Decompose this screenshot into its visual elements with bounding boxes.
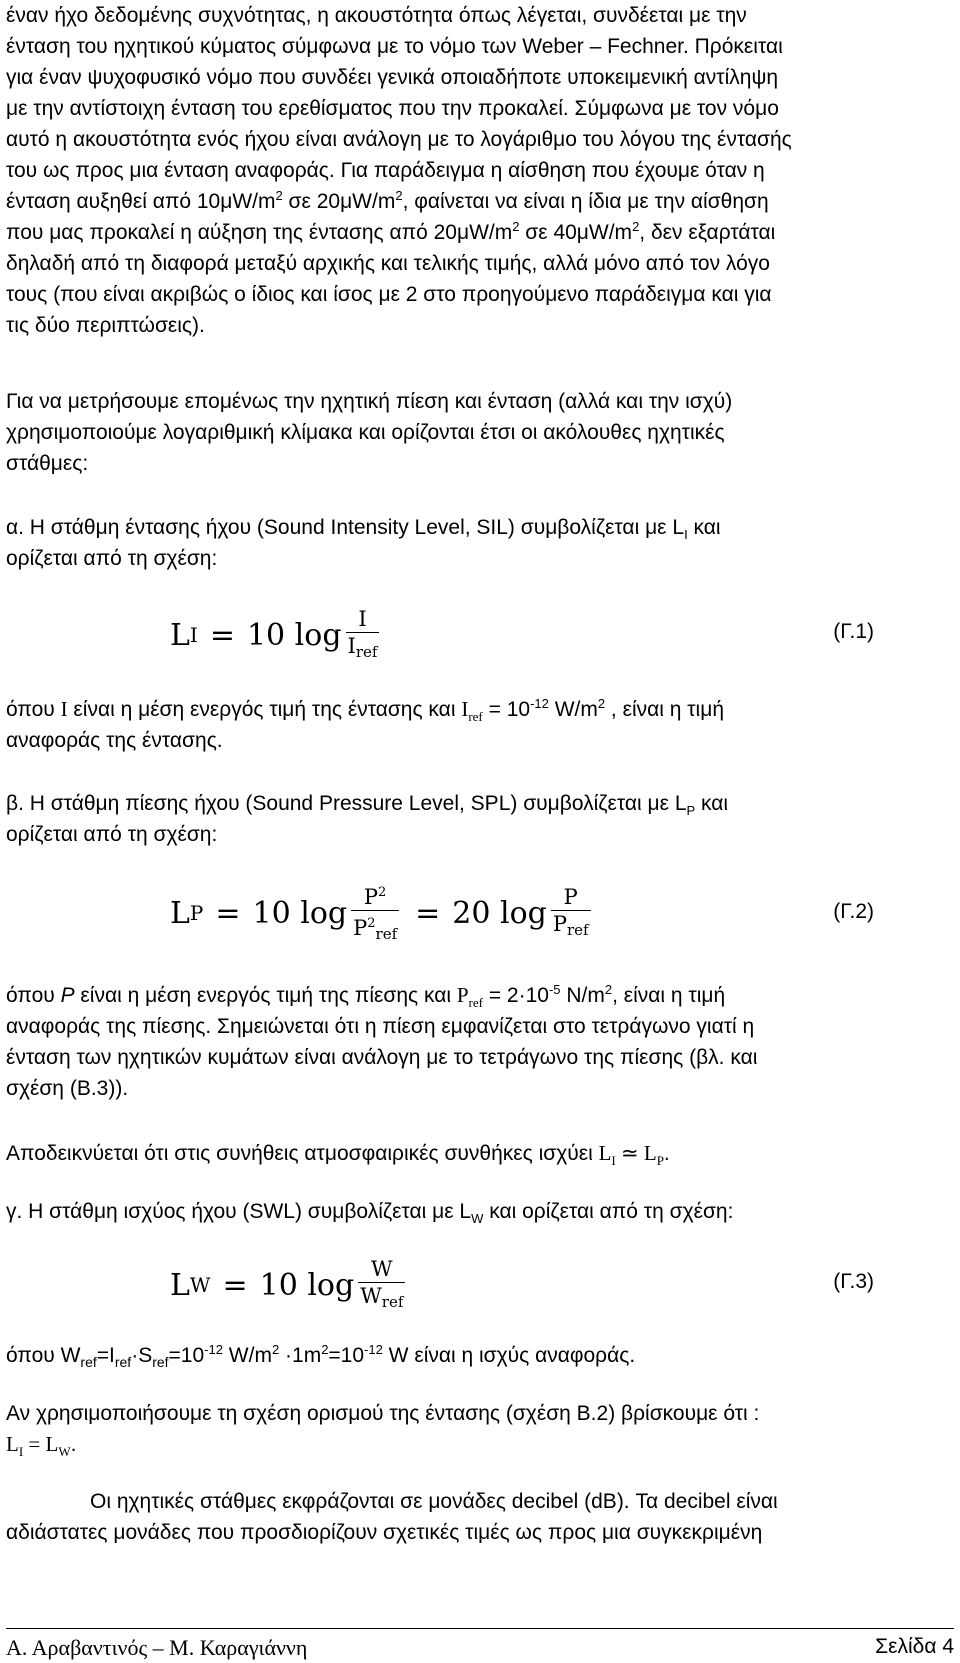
superscript: 2: [395, 188, 403, 203]
text-fragment: .: [70, 1433, 77, 1456]
text-fragment: και: [695, 792, 729, 815]
text-fragment: , φαίνεται να είναι η ίδια με την αίσθηση: [402, 190, 769, 213]
symbol: L: [643, 1141, 657, 1165]
text-fragment: , είναι η τιμή: [605, 698, 725, 721]
subscript: ref: [468, 995, 483, 1011]
text-fragment: ένταση αυξηθεί από 10μW/m: [6, 190, 276, 213]
subscript: I: [189, 623, 198, 647]
text-fragment: , είναι η τιμή: [612, 984, 726, 1007]
subscript: ref: [375, 924, 398, 943]
superscript: 2: [321, 1342, 329, 1357]
denominator: [351, 910, 399, 947]
text-line: ορίζεται από τη σχέση:: [6, 547, 218, 570]
text-fragment: σε 20μW/m: [282, 190, 396, 213]
text-line: Για να μετρήσουμε επομένως την ηχητική πίεση και ένταση (αλλά και την ισχύ): [6, 390, 733, 413]
superscript: 2: [271, 1342, 280, 1357]
numerator: P: [563, 884, 578, 909]
subscript: ref: [355, 642, 378, 661]
symbol: L: [598, 1141, 612, 1165]
exponent: 2: [378, 884, 387, 900]
text-fragment: W/m: [222, 1344, 272, 1367]
subscript: ref: [152, 1354, 169, 1371]
text-fragment: ·S: [131, 1344, 153, 1367]
text-line: στάθμες:: [6, 452, 89, 475]
denominator: [358, 1282, 405, 1315]
subscript: W: [189, 1273, 211, 1297]
equation-sil: [170, 600, 383, 670]
text-fragment: είναι η μέση ενεργός τιμή της πίεσης και: [74, 984, 457, 1007]
subscript: ref: [80, 1354, 97, 1371]
coefficient: 10 log: [252, 895, 348, 931]
symbol: I: [461, 697, 469, 721]
text-line: αδιάστατες μονάδες που προσδιορίζουν σχετικές τιμές ως προς μια συγκεκριμένη: [6, 1521, 763, 1544]
paragraph-sil: [6, 512, 954, 574]
numerator: W: [371, 1256, 393, 1281]
symbol: L: [170, 895, 190, 931]
paragraph-log-scale: [6, 386, 954, 479]
superscript: -12: [204, 1342, 223, 1357]
equation-spl: [170, 878, 595, 948]
paragraph-decibel: [6, 1486, 954, 1548]
text-line: τις δύο περιπτώσεις).: [6, 314, 205, 337]
text-fragment: β. Η στάθμη πίεσης ήχου (Sound Pressure Level, SPL) συμβολίζεται με L: [6, 792, 687, 815]
text-line: ένταση των ηχητικών κυμάτων είναι ανάλογη με το τετράγωνο της πίεσης (βλ. και: [6, 1046, 758, 1069]
coefficient: 10 log: [246, 617, 342, 653]
superscript: -12: [364, 1342, 383, 1357]
paragraph-li-approx-lp: [6, 1138, 954, 1169]
superscript: 2: [597, 696, 606, 711]
subscript: P: [189, 901, 204, 925]
superscript: -12: [530, 696, 549, 711]
symbol: P: [353, 915, 368, 940]
superscript: 2: [512, 219, 520, 234]
numerator: I: [358, 606, 367, 631]
paragraph-iref: [6, 694, 954, 756]
text-fragment: = 2·10: [482, 984, 549, 1007]
text-fragment: =10: [168, 1344, 205, 1367]
subscript: I: [684, 527, 688, 543]
subscript: ref: [381, 1292, 404, 1311]
symbol: P: [456, 983, 469, 1007]
numerator: [362, 880, 388, 910]
paragraph-li-equals-lw: [6, 1398, 954, 1460]
equals-sign: =: [23, 1432, 46, 1456]
symbol: P: [60, 984, 75, 1007]
text-fragment: , δεν εξαρτάται: [639, 221, 776, 244]
text-line: αναφοράς της πίεσης. Σημειώνεται ότι η πίεση εμφανίζεται στο τετράγωνο γιατί η: [6, 1015, 755, 1038]
subscript: ref: [567, 920, 589, 939]
text-line: του ως προς μια ένταση αναφοράς. Για παράδειγμα η αίσθηση που έχουμε όταν η: [6, 159, 765, 182]
text-line: Αν χρησιμοποιήσουμε τη σχέση ορισμού της έντασης (σχέση Β.2) βρίσκουμε ότι :: [6, 1402, 760, 1425]
subscript: W: [471, 1211, 484, 1227]
subscript: ref: [468, 709, 483, 725]
text-line: δηλαδή από τη διαφορά μεταξύ αρχικής και τελικής τιμής, αλλά μόνο από τον λόγο: [6, 252, 770, 275]
superscript: -5: [548, 982, 561, 997]
subscript: I: [18, 1444, 24, 1460]
symbol: L: [170, 1267, 190, 1303]
subscript: P: [656, 1153, 664, 1169]
text-fragment: = 10: [482, 698, 531, 721]
page-number: Σελίδα 4: [875, 1635, 954, 1658]
text-fragment: Αποδεικνύεται ότι στις συνήθεις ατμοσφαιρικές συνθήκες ισχύει: [6, 1142, 599, 1165]
symbol: P: [363, 884, 379, 909]
equals-sign: =: [415, 895, 441, 931]
paragraph-wref: [6, 1340, 954, 1371]
text-line: με την αντίστοιχη ένταση του ερεθίσματος που την προκαλεί. Σύμφωνα με τον νόμο: [6, 97, 779, 120]
approx-sign: ≃: [615, 1141, 644, 1165]
text-line: ορίζεται από τη σχέση:: [6, 823, 218, 846]
equals-sign: =: [222, 1267, 248, 1303]
text-line: Οι ηχητικές στάθμες εκφράζονται σε μονάδες decibel (dB). Τα decibel είναι: [90, 1490, 778, 1513]
text-line: χρησιμοποιούμε λογαριθμική κλίμακα και ορίζονται έτσι οι ακόλουθες ηχητικές: [6, 421, 725, 444]
text-line: έναν ήχο δεδομένης συχνότητας, η ακουστότητα όπως λέγεται, συνδέεται με την: [6, 4, 747, 27]
text-fragment: =I: [96, 1344, 115, 1367]
symbol: P: [552, 911, 567, 936]
paragraph-weber-fechner: [6, 0, 954, 341]
fraction: [551, 884, 591, 943]
symbol: I: [60, 697, 68, 721]
text-fragment: W/m: [548, 698, 598, 721]
superscript: 2: [275, 188, 283, 203]
text-fragment: ·1m: [279, 1344, 322, 1367]
equation-number: (Γ.2): [833, 900, 874, 923]
subscript: I: [611, 1153, 616, 1169]
text-line: αυτό η ακουστότητα ενός ήχου είναι ανάλογη με το λογάριθμο του λόγου της έντασής: [6, 128, 792, 151]
text-fragment: είναι η μέση ενεργός τιμή της έντασης και: [67, 698, 462, 721]
text-line: σχέση (Β.3)).: [6, 1077, 129, 1100]
symbol: L: [170, 617, 190, 653]
denominator: [346, 632, 380, 665]
text-line: τους (που είναι ακριβώς ο ίδιος και ίσος με 2 στο προηγούμενο παράδειγμα και για: [6, 283, 772, 306]
exponent: 2: [367, 915, 376, 931]
symbol: I: [347, 633, 356, 658]
footer-authors: Α. Αραβαντινός – Μ. Καραγιάννη: [6, 1635, 308, 1660]
coefficient: 20 log: [452, 895, 547, 931]
text-fragment: α. Η στάθμη έντασης ήχου (Sound Intensity Level, SIL) συμβολίζεται με L: [6, 516, 685, 539]
denominator: [551, 910, 591, 943]
text-fragment: .: [663, 1142, 670, 1165]
equation-number: (Γ.1): [833, 620, 874, 643]
text-fragment: N/m: [560, 984, 605, 1007]
symbol: W: [360, 1283, 382, 1308]
text-fragment: σε 40μW/m: [519, 221, 633, 244]
fraction: [358, 1256, 405, 1315]
text-fragment: =10: [328, 1344, 365, 1367]
fraction: [346, 606, 380, 665]
text-fragment: όπου: [6, 698, 61, 721]
symbol: L: [45, 1432, 59, 1456]
equals-sign: =: [215, 895, 241, 931]
text-fragment: και: [687, 516, 721, 539]
paragraph-pref: [6, 980, 954, 1104]
text-fragment: όπου W: [6, 1344, 81, 1367]
subscript: P: [686, 803, 696, 819]
text-fragment: όπου: [6, 984, 61, 1007]
fraction: [351, 880, 399, 947]
subscript: W: [58, 1444, 71, 1460]
text-fragment: και ορίζεται από τη σχέση:: [483, 1200, 734, 1223]
text-fragment: W είναι η ισχύς αναφοράς.: [382, 1344, 636, 1367]
text-line: ένταση του ηχητικού κύματος σύμφωνα με το νόμο των Weber – Fechner. Πρόκειται: [6, 35, 783, 58]
coefficient: 10 log: [259, 1267, 355, 1303]
paragraph-spl: [6, 788, 954, 850]
equals-sign: =: [209, 617, 235, 653]
page-footer: [6, 1628, 954, 1661]
equation-number: (Γ.3): [833, 1270, 874, 1293]
text-line: για έναν ψυχοφυσικό νόμο που συνδέει γενικά οποιαδήποτε υποκειμενική αντίληψη: [6, 66, 779, 89]
superscript: 2: [604, 982, 613, 997]
symbol: L: [6, 1432, 19, 1456]
equation-swl: [170, 1250, 409, 1320]
text-fragment: που μας προκαλεί η αύξηση της έντασης από 20μW/m: [6, 221, 513, 244]
subscript: ref: [114, 1354, 132, 1371]
superscript: 2: [632, 219, 640, 234]
text-line: αναφοράς της έντασης.: [6, 729, 223, 752]
text-fragment: γ. Η στάθμη ισχύος ήχου (SWL) συμβολίζεται με L: [6, 1200, 472, 1223]
paragraph-swl: [6, 1196, 954, 1227]
